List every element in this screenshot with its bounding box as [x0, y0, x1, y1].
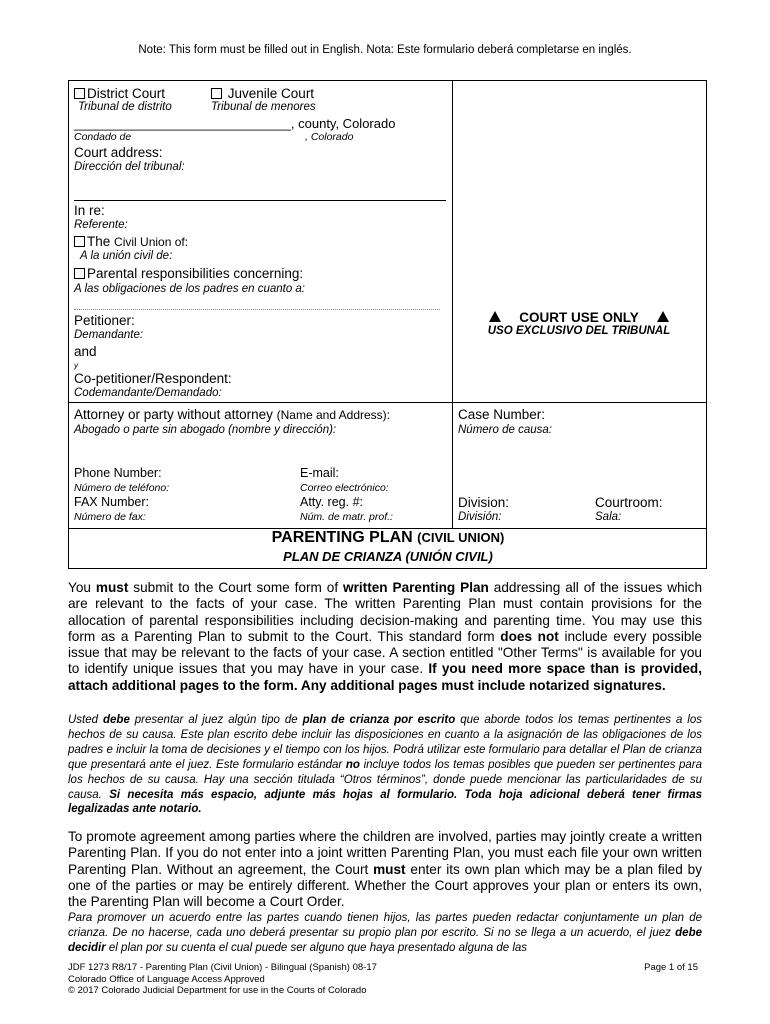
- court-address-es: Dirección del tribunal:: [74, 161, 185, 173]
- phone-label: Phone Number:: [74, 466, 162, 480]
- court-use-only: COURT USE ONLY: [452, 309, 706, 327]
- court-use-es: USO EXCLUSIVO DEL TRIBUNAL: [487, 325, 671, 337]
- box-right-border: [706, 80, 707, 529]
- phone-es: Número de teléfono:: [74, 482, 170, 494]
- attorney-es: Abogado o parte sin abogado (nombre y dirección):: [74, 424, 337, 436]
- copetitioner-label: Co-petitioner/Respondent:: [74, 371, 232, 386]
- juvenile-court-checkbox[interactable]: [211, 88, 222, 99]
- court-address-label: Court address:: [74, 145, 163, 160]
- instructions-paragraph-1: You must submit to the Court some form of written Parenting Plan addressing all of the issues which are relevant to the facts of your case. The written Parenting Plan must contain provisions for the allocation of parental responsibilities including decision-making and parenting time. You may use this form as a Parenting Plan to submit to the Court. This standard form does not include every possible issue that may be relevant to the facts of your case. A section entitled "Other Terms" is available for you to identify unique issues that you may have in your case. If you need more space than is provided, attach additional pages to the form. Any additional pages must include notarized signatures.: [68, 580, 703, 693]
- up-arrow-icon: [489, 311, 501, 322]
- case-number-label: Case Number:: [458, 407, 546, 422]
- title-bottom-border: [68, 568, 707, 569]
- civil-union-option: The Civil Union of:: [74, 234, 188, 249]
- box-middle-divider: [452, 80, 453, 529]
- colorado-es: , Colorado: [305, 131, 354, 143]
- parental-es: A las obligaciones de los padres en cuanto a:: [74, 283, 306, 295]
- form-title-es: PLAN DE CRIANZA (UNIÓN CIVIL): [283, 549, 493, 564]
- in-re-label: In re:: [74, 203, 105, 218]
- footer: [68, 962, 377, 997]
- atty-reg-es: Núm. de matr. prof.:: [300, 511, 393, 523]
- atty-reg-label: Atty. reg. #:: [300, 495, 363, 509]
- civil-union-es: A la unión civil de:: [80, 250, 173, 262]
- copetitioner-es: Codemandante/Demandado:: [74, 387, 222, 399]
- petitioner-es: Demandante:: [74, 329, 144, 341]
- parental-rule: [74, 309, 440, 310]
- district-court-es: Tribunal de distrito: [78, 101, 172, 113]
- footer-approval: Colorado Office of Language Access Approved: [68, 973, 265, 985]
- division-es: División:: [458, 511, 502, 523]
- petitioner-label: Petitioner:: [74, 313, 135, 328]
- referente-label: Referente:: [74, 219, 128, 231]
- parental-option: Parental responsibilities concerning:: [74, 266, 303, 281]
- form-title: PARENTING PLAN (CIVIL UNION): [271, 529, 505, 546]
- instructions-paragraph-2: To promote agreement among parties where the children are involved, parties may jointly create a written Parenting Plan. If you do not enter into a joint written Parenting Plan, you must each file your own written Parenting Plan. Without an agreement, the Court must enter its own plan which may be a plan filed by one of the parties or may be entirely different. Whether the Court approves your plan or enters its own, the Parenting Plan will become a Court Order.: [68, 829, 702, 910]
- english-note: Note: This form must be filled out in English. Nota: Este formulario deberá completarse en inglés.: [138, 44, 632, 56]
- case-number-es: Número de causa:: [458, 424, 552, 436]
- fax-label: FAX Number:: [74, 495, 150, 509]
- court-address-rule: [74, 200, 446, 201]
- courtroom-es: Sala:: [595, 511, 622, 523]
- juvenile-court-option: Juvenile Court: [211, 86, 314, 101]
- and-es: y: [74, 361, 78, 370]
- footer-copyright: © 2017 Colorado Judicial Department for use in the Courts of Colorado: [68, 985, 367, 997]
- fax-es: Número de fax:: [74, 511, 146, 523]
- civil-union-checkbox[interactable]: [74, 236, 85, 247]
- condado-label: Condado de: [74, 131, 132, 143]
- instructions-paragraph-2-es: Para promover un acuerdo entre las partes cuando tienen hijos, las partes pueden redactar conjuntamente un plan de crianza. De no hacerse, cada uno deberá presentar su propio plan por escrito. Si no se llega a un acuerdo, el juez debe decidir el plan por su cuenta el cual puede ser alguno que haya presentado alguna de las: [68, 912, 702, 954]
- and-label: and: [74, 344, 97, 359]
- district-court-option: District Court: [74, 86, 165, 101]
- division-label: Division:: [458, 495, 510, 510]
- email-es: Correo electrónico:: [300, 482, 389, 494]
- up-arrow-icon: [657, 311, 669, 322]
- page-number: Page 1 of 15: [644, 962, 698, 973]
- box-top-border: [68, 80, 707, 81]
- attorney-label: Attorney or party without attorney (Name and Address):: [74, 407, 391, 422]
- district-court-checkbox[interactable]: [74, 88, 85, 99]
- box-row-divider: [68, 402, 707, 403]
- juvenile-court-es: Tribunal de menores: [211, 101, 316, 113]
- courtroom-label: Courtroom:: [595, 495, 663, 510]
- instructions-paragraph-1-es: Usted debe presentar al juez algún tipo de plan de crianza por escrito que aborde todos los temas pertinentes a los hechos de su causa. Este plan escrito debe incluir las disposiciones en cuanto a la asignación de las obligaciones de los padres e incluir la toma de decisiones y el tiempo con los hijos. Podrá utilizar este formulario para detallar el Plan de crianza que presentará ante el juez. Este formulario estándar no incluye todos los temas posibles que pueden ser pertinentes para los hechos de su causa. Hay una sección titulada “Otros términos”, donde puede mencionar las particularidades de su causa. Si necesita más espacio, adjunte más hojas al formulario. Toda hoja adicional deberá tener firmas legalizadas ante notario.: [68, 714, 703, 816]
- parental-checkbox[interactable]: [74, 268, 85, 279]
- email-label: E-mail:: [300, 466, 339, 480]
- footer-form-id: JDF 1273 R8/17 - Parenting Plan (Civil Union) - Bilingual (Spanish) 08-17: [68, 962, 377, 973]
- county-line[interactable]: ______________________________, county, Colorado: [74, 116, 396, 131]
- box-left-border: [68, 80, 69, 529]
